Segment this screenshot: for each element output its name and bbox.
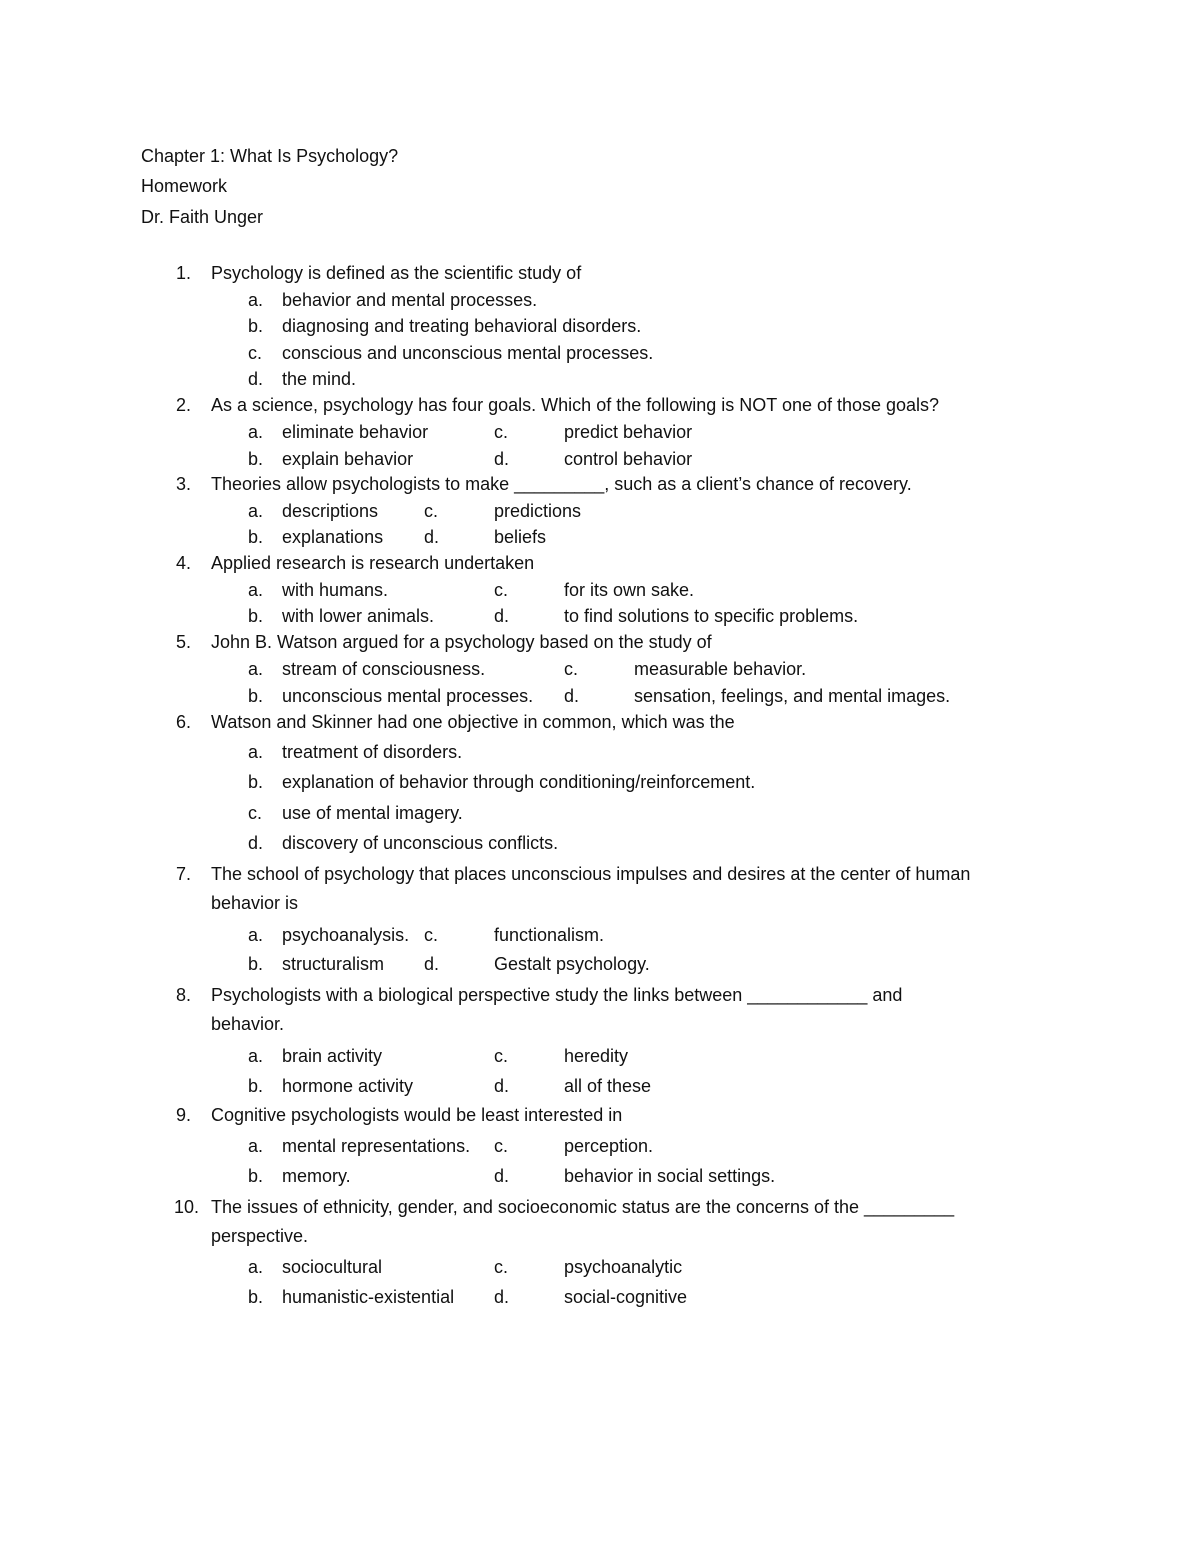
option-letter: c. [564, 659, 579, 679]
option-text: psychoanalysis. [282, 925, 410, 945]
option-letter: a. [248, 659, 264, 679]
question-number: 5. [176, 632, 192, 652]
question-text: The issues of ethnicity, gender, and socioeconomic status are the concerns of the _________ [211, 1197, 955, 1217]
option-text: for its own sake. [564, 580, 695, 600]
option-letter: d. [494, 1166, 510, 1186]
option-letter: c. [248, 343, 263, 363]
option-letter: a. [248, 580, 264, 600]
option-text: predict behavior [564, 422, 693, 442]
option-letter: b. [248, 606, 264, 626]
document-subtitle: Homework [141, 176, 228, 196]
option-text: to find solutions to specific problems. [564, 606, 859, 626]
option-text: discovery of unconscious conflicts. [282, 833, 559, 853]
document-title: Chapter 1: What Is Psychology? [141, 146, 399, 166]
option-text: Gestalt psychology. [494, 954, 650, 974]
question-text: John B. Watson argued for a psychology based on the study of [211, 632, 712, 652]
option-letter: b. [248, 449, 264, 469]
option-letter: b. [248, 954, 264, 974]
option-letter: a. [248, 1136, 264, 1156]
option-text: with humans. [282, 580, 389, 600]
question-text: Watson and Skinner had one objective in common, which was the [211, 712, 735, 732]
option-letter: a. [248, 1046, 264, 1066]
question-text: Psychologists with a biological perspective study the links between ____________ and [211, 985, 903, 1005]
option-letter: c. [494, 1136, 509, 1156]
document-author: Dr. Faith Unger [141, 207, 264, 227]
option-text: behavior in social settings. [564, 1166, 776, 1186]
question-number: 4. [176, 553, 192, 573]
option-text: stream of consciousness. [282, 659, 486, 679]
option-text: descriptions [282, 501, 379, 521]
option-letter: d. [494, 1076, 510, 1096]
option-letter: c. [494, 1046, 509, 1066]
question-number: 9. [176, 1105, 192, 1125]
option-text: all of these [564, 1076, 652, 1096]
question-number: 2. [176, 395, 192, 415]
option-text: humanistic-existential [282, 1287, 455, 1307]
option-text: explanation of behavior through conditioning/reinforcement. [282, 772, 756, 792]
option-text: heredity [564, 1046, 629, 1066]
option-text: with lower animals. [282, 606, 435, 626]
question-number: 1. [176, 263, 192, 283]
option-letter: d. [424, 527, 440, 547]
question-text: Psychology is defined as the scientific study of [211, 263, 582, 283]
option-text: measurable behavior. [634, 659, 807, 679]
option-letter: c. [494, 1257, 509, 1277]
option-letter: c. [424, 501, 439, 521]
option-text: structuralism [282, 954, 385, 974]
question-text: Applied research is research undertaken [211, 553, 535, 573]
option-text: behavior and mental processes. [282, 290, 538, 310]
option-text: functionalism. [494, 925, 605, 945]
option-letter: d. [248, 369, 264, 389]
option-text: mental representations. [282, 1136, 471, 1156]
option-letter: a. [248, 1257, 264, 1277]
option-text: beliefs [494, 527, 547, 547]
option-letter: c. [494, 580, 509, 600]
question-number: 8. [176, 985, 192, 1005]
option-text: social-cognitive [564, 1287, 688, 1307]
option-letter: a. [248, 742, 264, 762]
question-number: 6. [176, 712, 192, 732]
option-text: the mind. [282, 369, 357, 389]
option-letter: b. [248, 772, 264, 792]
option-letter: a. [248, 422, 264, 442]
option-letter: d. [494, 606, 510, 626]
option-text: sensation, feelings, and mental images. [634, 686, 951, 706]
option-text: memory. [282, 1166, 351, 1186]
option-letter: b. [248, 1076, 264, 1096]
option-letter: d. [564, 686, 580, 706]
option-letter: d. [248, 833, 264, 853]
question-text: As a science, psychology has four goals. Which of the following is NOT one of those goals? [211, 395, 940, 415]
option-text: use of mental imagery. [282, 803, 463, 823]
option-text: brain activity [282, 1046, 383, 1066]
question-number: 7. [176, 864, 192, 884]
question-text: behavior. [211, 1014, 285, 1034]
question-text: perspective. [211, 1226, 309, 1246]
option-letter: b. [248, 686, 264, 706]
option-letter: a. [248, 501, 264, 521]
option-text: hormone activity [282, 1076, 414, 1096]
option-letter: c. [248, 803, 263, 823]
option-text: perception. [564, 1136, 654, 1156]
question-number: 10. [174, 1197, 200, 1217]
question-text: Theories allow psychologists to make _________, such as a client’s chance of recovery. [211, 474, 912, 494]
option-text: explain behavior [282, 449, 414, 469]
question-text: behavior is [211, 893, 299, 913]
option-letter: a. [248, 925, 264, 945]
option-text: explanations [282, 527, 384, 547]
option-letter: c. [494, 422, 509, 442]
option-letter: a. [248, 290, 264, 310]
option-text: eliminate behavior [282, 422, 429, 442]
option-text: predictions [494, 501, 582, 521]
option-letter: b. [248, 316, 264, 336]
option-letter: d. [424, 954, 440, 974]
option-text: psychoanalytic [564, 1257, 683, 1277]
question-text: The school of psychology that places unconscious impulses and desires at the center of human [211, 864, 971, 884]
question-text: Cognitive psychologists would be least interested in [211, 1105, 623, 1125]
option-text: conscious and unconscious mental processes. [282, 343, 654, 363]
option-letter: b. [248, 527, 264, 547]
option-letter: c. [424, 925, 439, 945]
option-text: control behavior [564, 449, 693, 469]
option-letter: d. [494, 1287, 510, 1307]
option-text: treatment of disorders. [282, 742, 463, 762]
option-text: diagnosing and treating behavioral disorders. [282, 316, 642, 336]
question-number: 3. [176, 474, 192, 494]
option-letter: b. [248, 1287, 264, 1307]
option-text: sociocultural [282, 1257, 383, 1277]
option-letter: b. [248, 1166, 264, 1186]
option-text: unconscious mental processes. [282, 686, 534, 706]
option-letter: d. [494, 449, 510, 469]
